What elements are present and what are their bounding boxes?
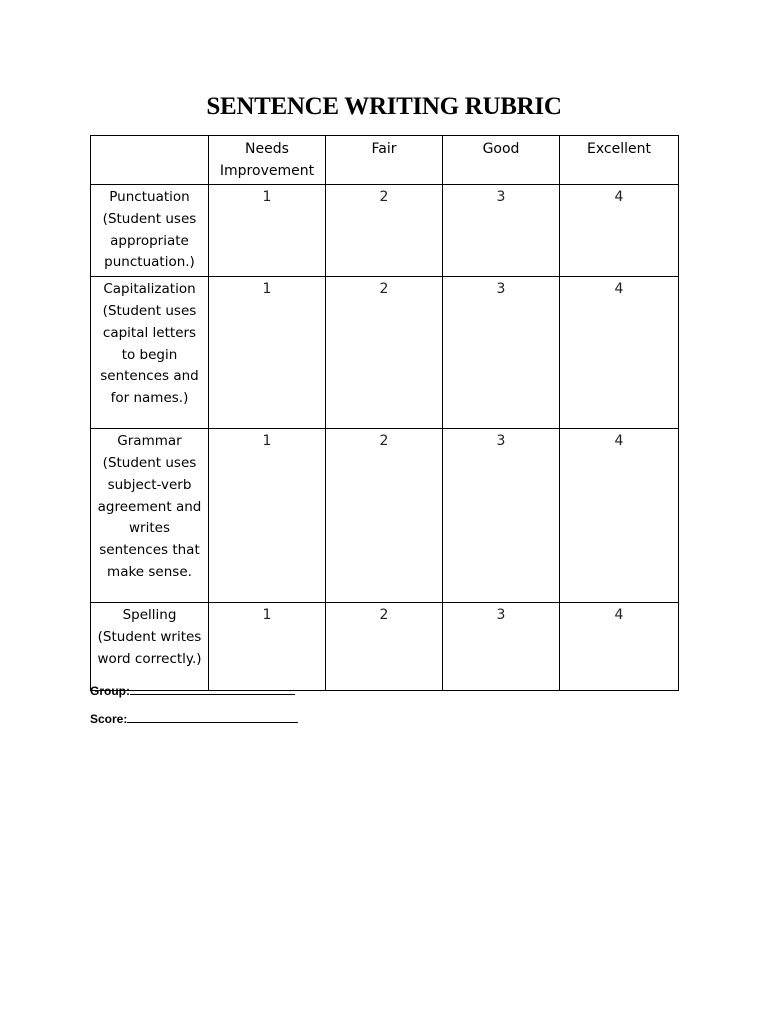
score-cell: 2 [326,603,443,691]
score-cell: 1 [209,277,326,429]
criterion-cell: Grammar (Student uses subject-verb agreement and writes sentences that make sense. [91,429,209,603]
table-row [91,277,679,429]
header-cell-blank [91,136,209,185]
score-blank-field[interactable] [127,711,298,723]
table-row [91,603,679,691]
header-cell-excellent: Excellent [560,136,679,185]
score-cell: 4 [560,603,679,691]
score-cell: 1 [209,429,326,603]
table-row [91,185,679,277]
criterion-cell: Punctuation (Student uses appropriate punctuation.) [91,185,209,277]
score-cell: 4 [560,429,679,603]
score-cell: 2 [326,429,443,603]
score-cell: 3 [443,603,560,691]
header-row [91,136,679,185]
criterion-cell: Capitalization (Student uses capital letters to begin sentences and for names.) [91,277,209,429]
score-cell: 3 [443,429,560,603]
criterion-cell: Spelling (Student writes word correctly.) [91,603,209,691]
header-cell-fair: Fair [326,136,443,185]
score-cell: 3 [443,277,560,429]
score-cell: 2 [326,277,443,429]
document-title: SENTENCE WRITING RUBRIC [206,93,562,120]
header-cell-needs-improvement: Needs Improvement [209,136,326,185]
group-blank-field[interactable] [130,683,295,695]
score-label: Score: [90,712,128,726]
group-label: Group: [90,684,130,698]
score-cell: 3 [443,185,560,277]
group-line [90,683,295,698]
score-cell: 4 [560,185,679,277]
score-line [90,711,298,726]
score-cell: 2 [326,185,443,277]
score-cell: 4 [560,277,679,429]
score-cell: 1 [209,185,326,277]
table-row [91,429,679,603]
score-cell: 1 [209,603,326,691]
header-cell-good: Good [443,136,560,185]
rubric-table [90,135,679,691]
